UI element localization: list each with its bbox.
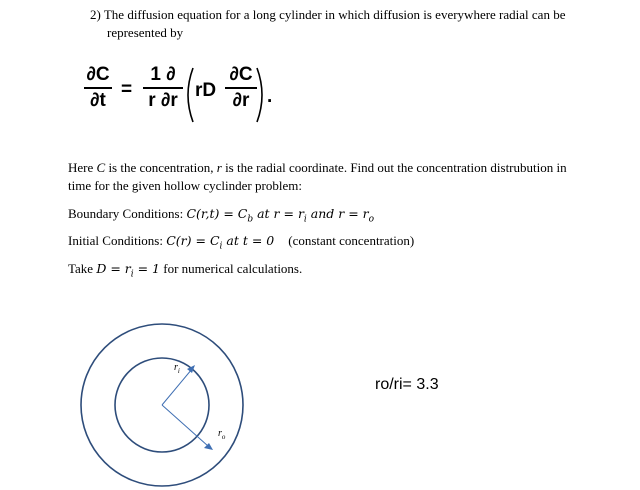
problem-text-1: The diffusion equation for a long cylinder in which diffusion is everywhere radial can be xyxy=(103,7,566,22)
problem-statement-line2: represented by xyxy=(107,25,184,40)
initial-conditions: Initial Conditions: $C(r) = C_i$ at t = 0 (constant concentration) xyxy=(68,233,415,252)
ratio-label: ro/ri= 3.3 xyxy=(375,376,439,393)
inner-numerator: ∂C xyxy=(229,64,253,85)
lhs-numerator: ∂C xyxy=(86,64,110,85)
take-values: Take $D = r_i = 1$ for numerical calculations. xyxy=(68,261,303,280)
problem-number: 2) xyxy=(90,7,101,22)
equals-sign: = xyxy=(121,79,133,100)
description-line2: time for the given hollow cyclinder problem: xyxy=(68,178,302,193)
coefficient-numerator: 1 ∂ xyxy=(150,64,176,85)
ro-arrow xyxy=(162,405,208,446)
ro-label: $r_o$ xyxy=(218,428,226,441)
description-line1: Here C is the concentration, r is the radial coordinate. Find out the concentration distrubution in xyxy=(68,160,567,175)
coefficient-denominator: r ∂r xyxy=(148,89,178,111)
ri-label: $r_i$ xyxy=(174,362,180,375)
lhs-denominator: ∂t xyxy=(90,89,106,111)
equation-period: . xyxy=(267,86,273,107)
inner-denominator: ∂r xyxy=(232,89,250,111)
rD-term: rD xyxy=(195,80,217,101)
boundary-conditions: Boundary Conditions: $C(r,t) = C_b$ at $r = r_i$ and $r = r_o$ xyxy=(68,206,375,225)
